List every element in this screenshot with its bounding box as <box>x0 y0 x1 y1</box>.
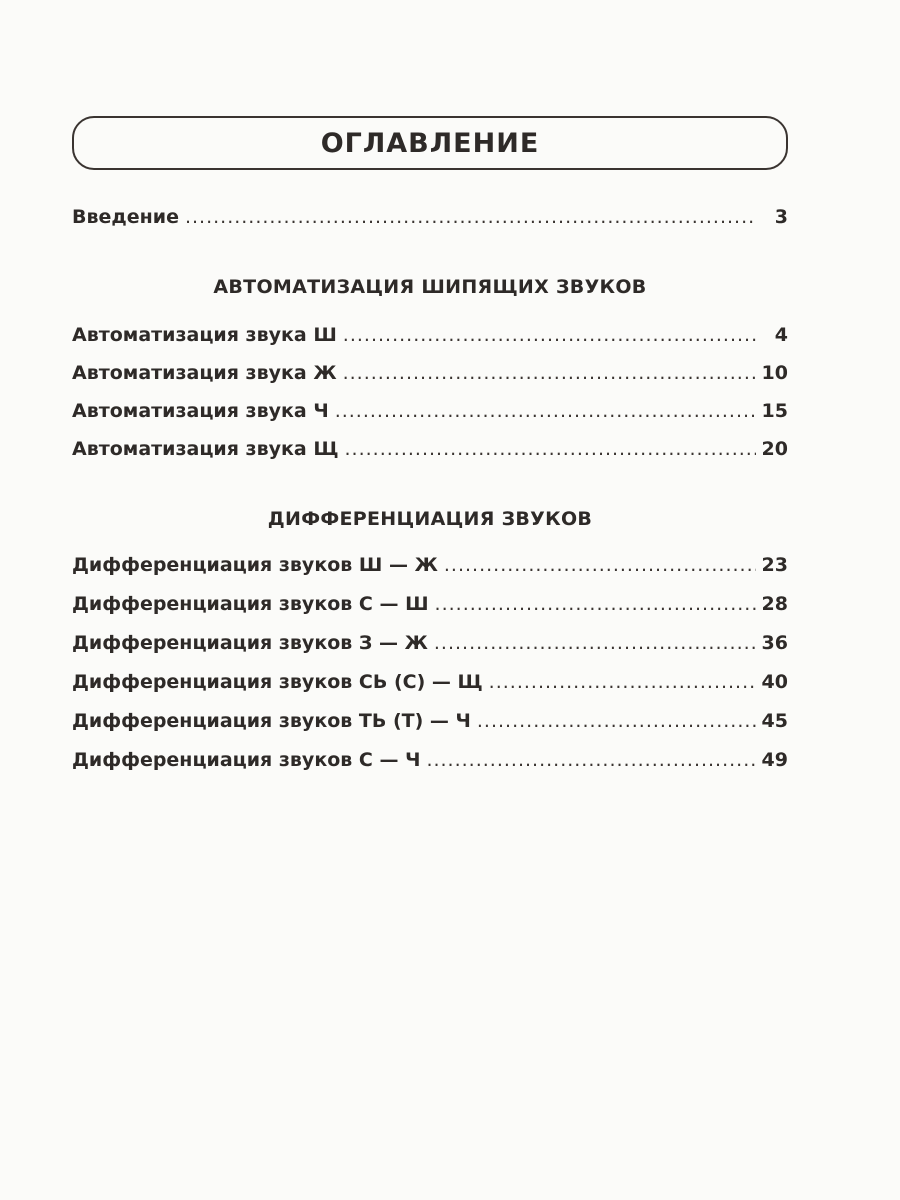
toc-entry-label: Дифференциация звуков ТЬ (Т) — Ч <box>72 710 471 732</box>
toc-entry-page: 20 <box>761 438 788 460</box>
toc-entry-page: 36 <box>761 632 788 654</box>
toc-entry-page: 23 <box>761 554 788 576</box>
dot-leader <box>343 324 756 346</box>
section-heading-differentiation: ДИФФЕРЕНЦИАЦИЯ ЗВУКОВ <box>267 508 593 530</box>
toc-entry-label: Автоматизация звука Ш <box>72 324 337 346</box>
toc-entry-page: 3 <box>774 206 788 228</box>
dot-leader <box>434 632 756 654</box>
toc-entry[interactable] <box>72 710 788 738</box>
section-heading-automation: АВТОМАТИЗАЦИЯ ШИПЯЩИХ ЗВУКОВ <box>213 276 647 298</box>
dot-leader <box>444 554 756 576</box>
toc-entry-page: 28 <box>761 593 788 615</box>
dot-leader <box>435 593 756 615</box>
toc-entry-page: 49 <box>761 749 788 771</box>
dot-leader <box>477 710 756 732</box>
toc-entry-label: Автоматизация звука Щ <box>72 438 339 460</box>
title-frame <box>72 116 788 170</box>
dot-leader <box>185 206 756 228</box>
toc-entry[interactable] <box>72 593 788 621</box>
page-title: ОГЛАВЛЕНИЕ <box>320 127 540 159</box>
toc-entry-label: Дифференциация звуков С — Ч <box>72 749 421 771</box>
toc-entry-label: Дифференциация звуков СЬ (С) — Щ <box>72 671 483 693</box>
toc-entry[interactable] <box>72 324 788 352</box>
toc-entry-page: 10 <box>761 362 788 384</box>
toc-entry[interactable] <box>72 554 788 582</box>
dot-leader <box>489 671 756 693</box>
toc-entry[interactable] <box>72 632 788 660</box>
toc-entry[interactable] <box>72 438 788 466</box>
toc-entry[interactable] <box>72 400 788 428</box>
toc-entry[interactable] <box>72 749 788 777</box>
toc-entry-label: Автоматизация звука Ч <box>72 400 329 422</box>
dot-leader <box>426 749 755 771</box>
toc-entry[interactable] <box>72 671 788 699</box>
dot-leader <box>335 400 756 422</box>
toc-entry-label: Введение <box>72 206 179 228</box>
toc-entry-label: Дифференциация звуков З — Ж <box>72 632 428 654</box>
toc-entry-label: Дифференциация звуков Ш — Ж <box>72 554 438 576</box>
toc-entry-page: 45 <box>761 710 788 732</box>
toc-entry[interactable] <box>72 362 788 390</box>
dot-leader <box>345 438 756 460</box>
toc-entry-label: Автоматизация звука Ж <box>72 362 337 384</box>
toc-entry-page: 4 <box>774 324 788 346</box>
dot-leader <box>343 362 756 384</box>
toc-entry-page: 40 <box>761 671 788 693</box>
toc-entry-page: 15 <box>761 400 788 422</box>
toc-entry-intro[interactable] <box>72 206 788 234</box>
toc-entry-label: Дифференциация звуков С — Ш <box>72 593 429 615</box>
